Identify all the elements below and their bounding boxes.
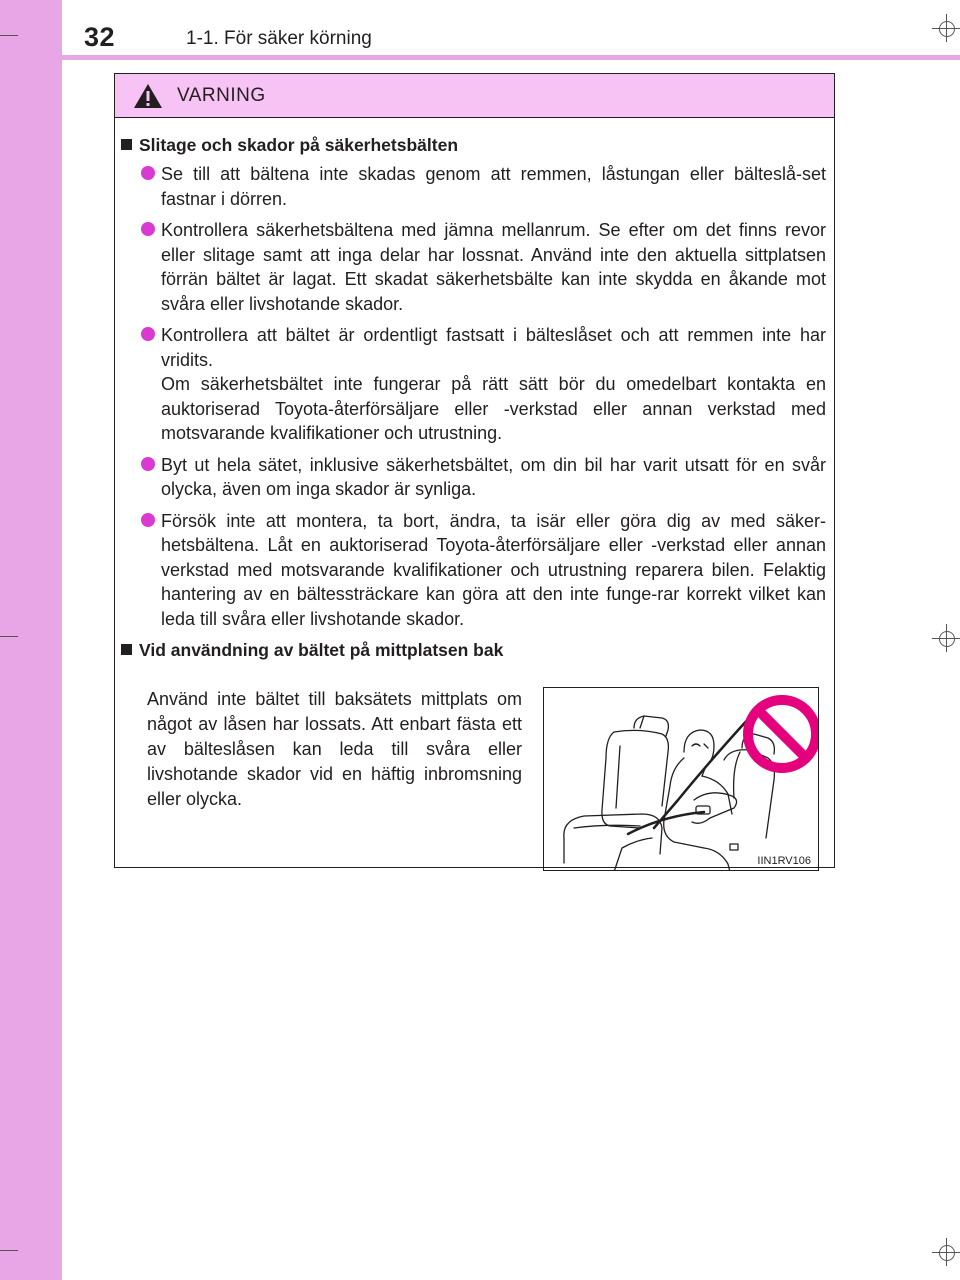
section-heading-text: Slitage och skador på säkerhetsbälten — [139, 135, 459, 155]
list-item — [121, 218, 826, 316]
bullet-dot-icon — [141, 222, 155, 236]
chapter-title: 1-1. För säker körning — [186, 28, 372, 49]
list-item — [121, 162, 826, 211]
header-rule — [62, 55, 960, 60]
list-item-text: Byt ut hela sätet, inklusive säkerhetsbältet, om din bil har varit utsatt för en svår olycka, även om inga skador är synliga. — [161, 454, 826, 499]
list-item-text: Om säkerhetsbältet inte fungerar på rätt sätt bör du omedelbart kontakta en auktoriserad Toyota-återförsäljare eller -verkstad eller annan verkstad med motsvarande kvalifikationer och utrustning. — [161, 374, 826, 443]
page-number: 32 — [84, 22, 116, 52]
figure-code: IIN1RV106 — [757, 855, 811, 867]
list-item-text: Kontrollera säkerhetsbältena med jämna mellanrum. Se efter om det finns revor eller slitage samt att inga delar har lossnat. Använd inte den aktuella sittplatsen förrän bältet är lagat. Ett skadat säkerhetsbälte kan inte skydda en åkande mot svåra eller livshotande skador. — [161, 220, 826, 314]
bullet-dot-icon — [141, 327, 155, 341]
square-bullet-icon — [121, 644, 132, 655]
seatbelt-illustration — [543, 687, 819, 871]
list-item — [121, 323, 826, 446]
crop-mark — [0, 636, 18, 637]
rear-center-seat-section — [121, 667, 826, 882]
registration-crosshair-icon — [932, 14, 960, 42]
list-item-text: Se till att bältena inte skadas genom att remmen, låstungan eller bälteslå-set fastnar i dörren. — [161, 164, 826, 209]
warning-content — [115, 118, 834, 882]
section-heading-text: Vid användning av bältet på mittplatsen bak — [139, 640, 504, 660]
bullet-dot-icon — [141, 513, 155, 527]
crop-mark — [0, 1250, 18, 1251]
warning-title: VARNING — [177, 84, 266, 106]
section-heading — [121, 638, 826, 662]
warning-triangle-icon — [133, 83, 163, 109]
list-item — [121, 453, 826, 502]
bullet-dot-icon — [141, 166, 155, 180]
registration-crosshair-icon — [932, 624, 960, 652]
warning-header — [115, 74, 834, 118]
section-heading — [121, 133, 826, 157]
list-item-text: Kontrollera att bältet är ordentligt fastsatt i bälteslåset och att remmen inte har vridits. — [161, 325, 826, 370]
list-item-text: Försök inte att montera, ta bort, ändra, ta isär eller göra dig av med säker-hetsbältena. Låt en auktoriserad Toyota-återförsäljare eller -verkstad eller annan verkstad med motsvarande kvalifikationer och utrustning reparera bilen. Felaktig hantering av en bältessträckare kan göra att den inte funge-rar korrekt vilket kan leda till svåra eller livshotande skador. — [161, 510, 826, 629]
side-color-band — [0, 0, 62, 1280]
seat-passenger-drawing — [544, 688, 819, 871]
registration-crosshair-icon — [932, 1238, 960, 1266]
bullet-dot-icon — [141, 457, 155, 471]
crop-mark — [0, 35, 18, 36]
square-bullet-icon — [121, 139, 132, 150]
warning-box — [114, 73, 835, 868]
list-item — [121, 509, 826, 632]
rear-center-seat-text: Använd inte bältet till baksätets mittplats om något av låsen har lossats. Att enbart fästa ett av bälteslåsen kan leda till svåra eller livshotande skador vid en häftig inbromsning eller olycka. — [147, 689, 522, 809]
prohibition-sign-icon — [748, 700, 816, 768]
